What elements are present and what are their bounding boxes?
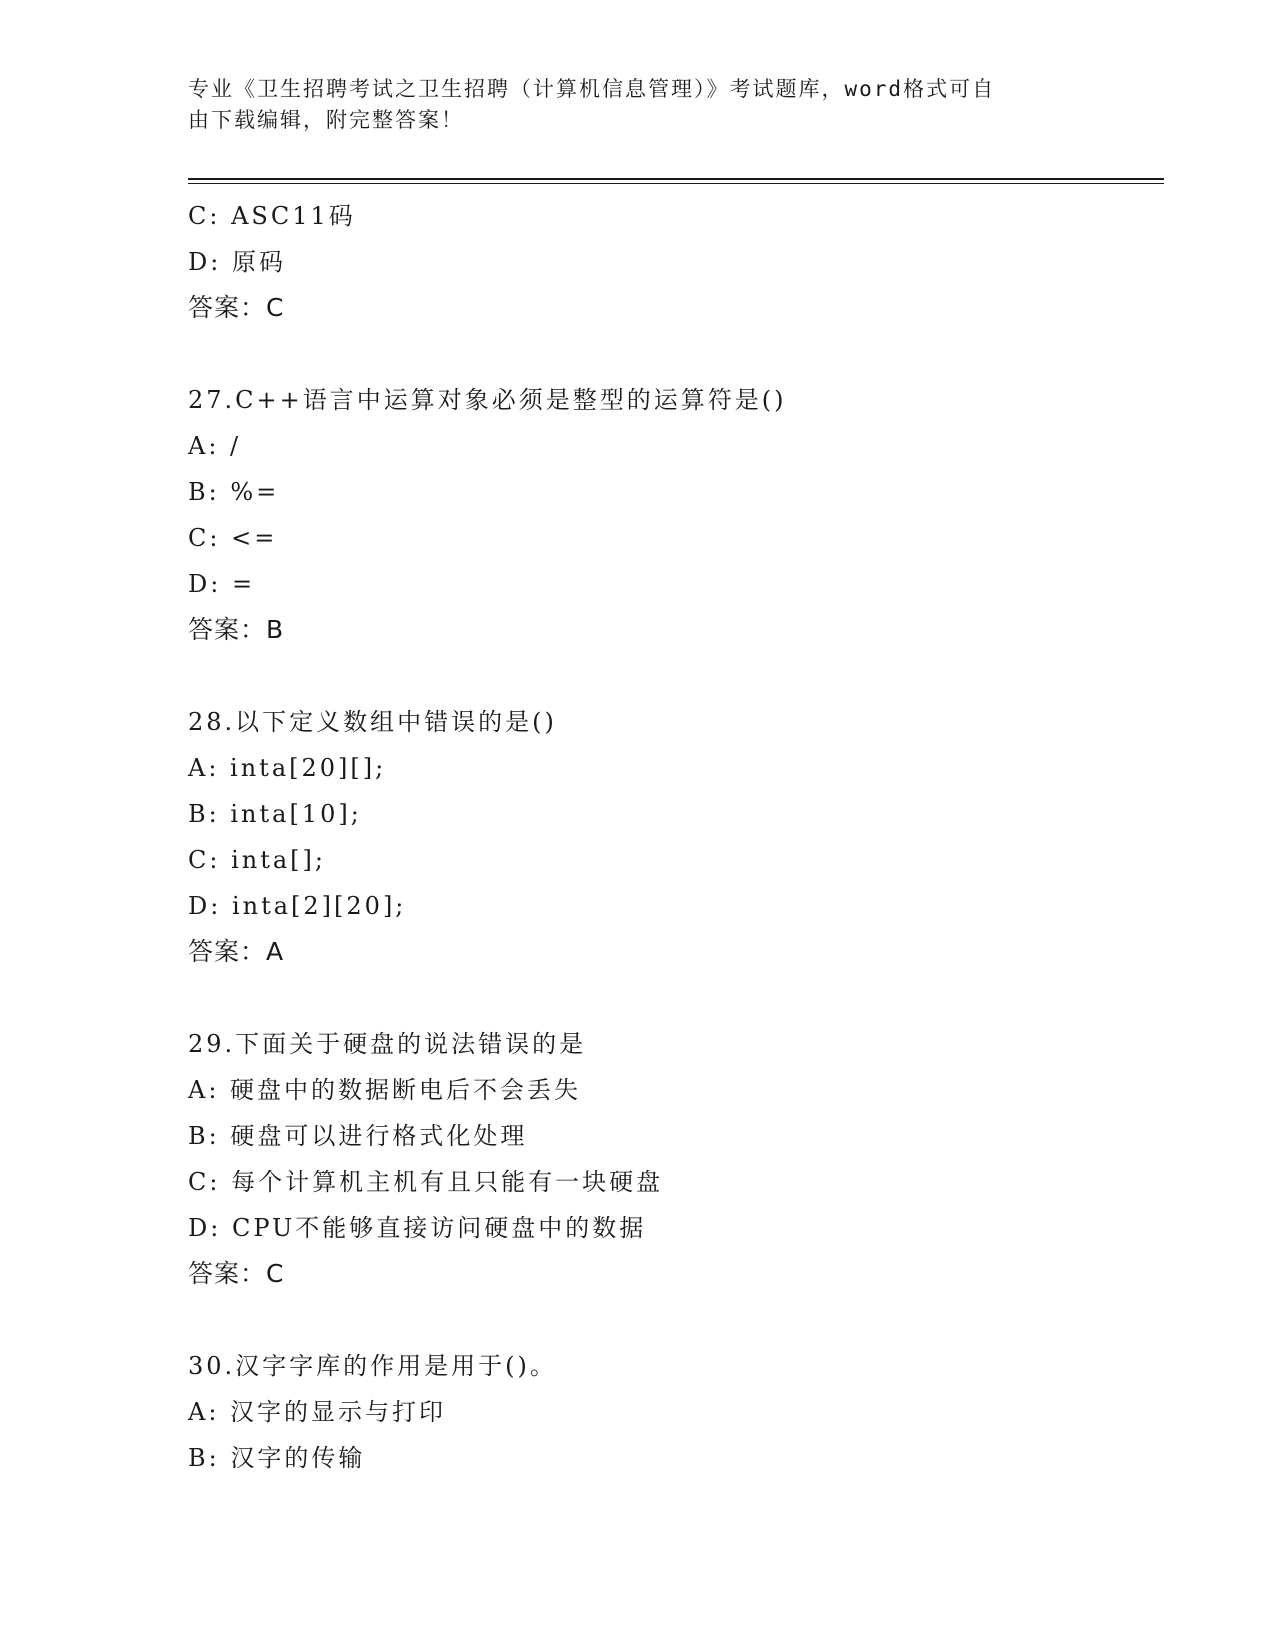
question-28 — [188, 699, 1148, 975]
answer-line: 答案：C — [188, 1259, 285, 1288]
option-b: B: 汉字的传输 — [188, 1444, 366, 1472]
question-list — [188, 193, 1148, 1481]
question-text: 27.C++语言中运算对象必须是整型的运算符是() — [188, 386, 787, 414]
question-text: 28.以下定义数组中错误的是() — [188, 708, 557, 736]
header-divider-thin — [188, 183, 1164, 184]
option-a: A: 硬盘中的数据断电后不会丢失 — [188, 1076, 582, 1104]
question-29 — [188, 1021, 1148, 1297]
option-a: A: 汉字的显示与打印 — [188, 1398, 447, 1426]
question-27 — [188, 377, 1148, 653]
header-line-2: 由下载编辑，附完整答案！ — [188, 108, 464, 132]
option-a: A: inta[20][]; — [188, 754, 387, 782]
spacer — [188, 653, 1148, 699]
question-26-tail — [188, 193, 1148, 331]
option-d: D: CPU不能够直接访问硬盘中的数据 — [188, 1214, 647, 1242]
option-b: B: inta[10]; — [188, 800, 362, 828]
answer-line: 答案：C — [188, 293, 285, 322]
option-c: C: 每个计算机主机有且只能有一块硬盘 — [188, 1168, 664, 1196]
question-text: 30.汉字字库的作用是用于()。 — [188, 1352, 557, 1380]
header-divider-thick — [188, 178, 1164, 180]
header-line-1: 专业《卫生招聘考试之卫生招聘（计算机信息管理）》考试题库，word格式可自 — [188, 77, 996, 101]
option-b: B: %= — [188, 478, 280, 506]
option-b: B: 硬盘可以进行格式化处理 — [188, 1122, 528, 1150]
spacer — [188, 331, 1148, 377]
option-c: C: inta[]; — [188, 846, 326, 874]
option-d: D: = — [188, 570, 256, 598]
document-header — [188, 74, 1088, 136]
option-a: A: / — [188, 432, 242, 460]
option-c: C: ASC11码 — [188, 202, 356, 230]
option-d: D: inta[2][20]; — [188, 892, 407, 920]
spacer — [188, 1297, 1148, 1343]
answer-line: 答案：B — [188, 615, 285, 644]
answer-line: 答案：A — [188, 937, 285, 966]
option-d: D: 原码 — [188, 248, 286, 276]
spacer — [188, 975, 1148, 1021]
option-c: C: <= — [188, 524, 278, 552]
question-30 — [188, 1343, 1148, 1481]
question-text: 29.下面关于硬盘的说法错误的是 — [188, 1030, 587, 1058]
